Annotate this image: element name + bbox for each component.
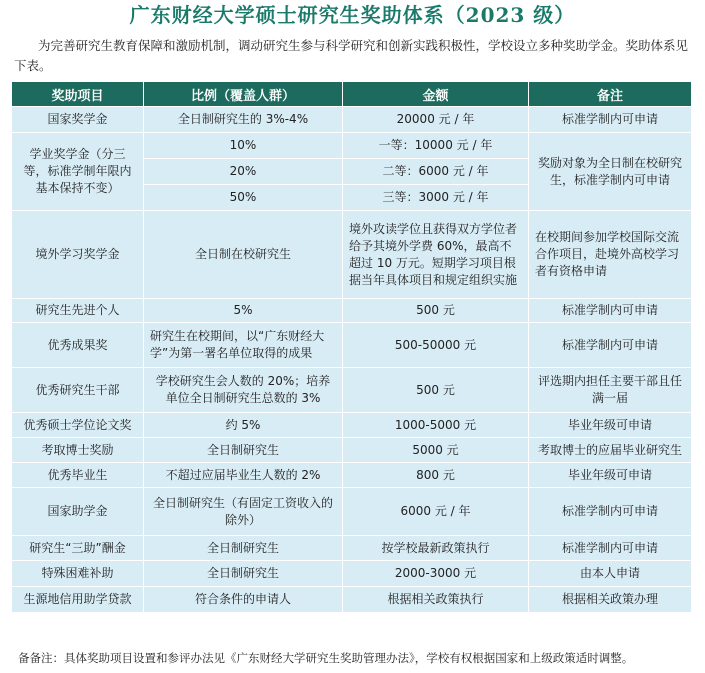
table-row (12, 368, 692, 413)
cell-name: 国家奖学金 (12, 107, 144, 133)
cell-name: 研究生先进个人 (12, 299, 144, 323)
cell-ratio: 符合条件的申请人 (144, 587, 343, 613)
cell-amount: 5000 元 (343, 438, 529, 463)
header-item: 奖助项目 (12, 82, 144, 107)
table-row (12, 107, 692, 133)
table-row (12, 536, 692, 561)
cell-ratio: 5% (144, 299, 343, 323)
cell-note: 毕业年级可申请 (529, 463, 692, 488)
cell-ratio: 研究生在校期间，以“广东财经大学”为第一署名单位取得的成果 (144, 323, 343, 368)
table-row (12, 413, 692, 438)
cell-name: 考取博士奖励 (12, 438, 144, 463)
cell-note: 标准学制内可申请 (529, 323, 692, 368)
cell-name: 学业奖学金（分三等，标准学制年限内基本保持不变） (12, 133, 144, 211)
cell-note: 根据相关政策办理 (529, 587, 692, 613)
page-title: 广东财经大学硕士研究生奖助体系（2023 级） (129, 3, 576, 27)
cell-amount: 6000 元 / 年 (343, 488, 529, 536)
cell-amount: 按学校最新政策执行 (343, 536, 529, 561)
cell-amount: 一等：10000 元 / 年 (343, 133, 529, 159)
cell-ratio: 全日制研究生 (144, 438, 343, 463)
table-row (12, 299, 692, 323)
cell-ratio: 全日制研究生的 3%-4% (144, 107, 343, 133)
cell-note: 奖励对象为全日制在校研究生，标准学制内可申请 (529, 133, 692, 211)
cell-amount: 二等：6000 元 / 年 (343, 159, 529, 185)
cell-name: 特殊困难补助 (12, 561, 144, 587)
cell-amount: 2000-3000 元 (343, 561, 529, 587)
header-amount: 金额 (343, 82, 529, 107)
cell-note: 在校期间参加学校国际交流合作项目，赴境外高校学习者有资格申请 (529, 211, 692, 299)
table-row (12, 488, 692, 536)
cell-ratio: 学校研究生会人数的 20%；培养单位全日制研究生总数的 3% (144, 368, 343, 413)
table-row (12, 463, 692, 488)
cell-note: 考取博士的应届毕业研究生 (529, 438, 692, 463)
table-header-row (12, 82, 692, 107)
cell-note: 标准学制内可申请 (529, 488, 692, 536)
cell-name: 研究生“三助”酬金 (12, 536, 144, 561)
cell-ratio: 10% (144, 133, 343, 159)
cell-amount: 800 元 (343, 463, 529, 488)
table-row (12, 133, 692, 159)
cell-note: 标准学制内可申请 (529, 299, 692, 323)
cell-amount: 三等：3000 元 / 年 (343, 185, 529, 211)
intro-paragraph: 为完善研究生教育保障和激励机制，调动研究生参与科学研究和创新实践积极性，学校设立多种奖助学金。奖助体系见下表。 (14, 38, 689, 73)
cell-amount: 500 元 (343, 299, 529, 323)
cell-ratio: 不超过应届毕业生人数的 2% (144, 463, 343, 488)
cell-note: 由本人申请 (529, 561, 692, 587)
cell-name: 生源地信用助学贷款 (12, 587, 144, 613)
header-ratio: 比例（覆盖人群） (144, 82, 343, 107)
header-note: 备注 (529, 82, 692, 107)
cell-name: 优秀研究生干部 (12, 368, 144, 413)
cell-ratio: 全日制在校研究生 (144, 211, 343, 299)
cell-note: 标准学制内可申请 (529, 536, 692, 561)
cell-amount: 1000-5000 元 (343, 413, 529, 438)
cell-amount: 20000 元 / 年 (343, 107, 529, 133)
cell-name: 国家助学金 (12, 488, 144, 536)
table-row (12, 323, 692, 368)
cell-amount: 500 元 (343, 368, 529, 413)
cell-amount: 境外攻读学位且获得双方学位者给予其境外学费 60%，最高不超过 10 万元。短期学习项目根据当年具体项目和规定组织实施 (343, 211, 529, 299)
cell-note: 毕业年级可申请 (529, 413, 692, 438)
table-row (12, 438, 692, 463)
table-row (12, 587, 692, 613)
cell-note: 标准学制内可申请 (529, 107, 692, 133)
table-row (12, 561, 692, 587)
cell-name: 优秀硕士学位论文奖 (12, 413, 144, 438)
cell-ratio: 全日制研究生 (144, 561, 343, 587)
cell-name: 优秀成果奖 (12, 323, 144, 368)
cell-ratio: 全日制研究生（有固定工资收入的除外） (144, 488, 343, 536)
cell-amount: 500-50000 元 (343, 323, 529, 368)
cell-name: 境外学习奖学金 (12, 211, 144, 299)
cell-note: 评选期内担任主要干部且任满一届 (529, 368, 692, 413)
cell-ratio: 20% (144, 159, 343, 185)
cell-ratio: 全日制研究生 (144, 536, 343, 561)
cell-ratio: 约 5% (144, 413, 343, 438)
table-row (12, 211, 692, 299)
scholarship-table (11, 81, 692, 613)
cell-amount: 根据相关政策执行 (343, 587, 529, 613)
footnote: 备备注：具体奖助项目设置和参评办法见《广东财经大学研究生奖助管理办法》，学校有权根据国家和上级政策适时调整。 (18, 651, 634, 665)
cell-name: 优秀毕业生 (12, 463, 144, 488)
cell-ratio: 50% (144, 185, 343, 211)
